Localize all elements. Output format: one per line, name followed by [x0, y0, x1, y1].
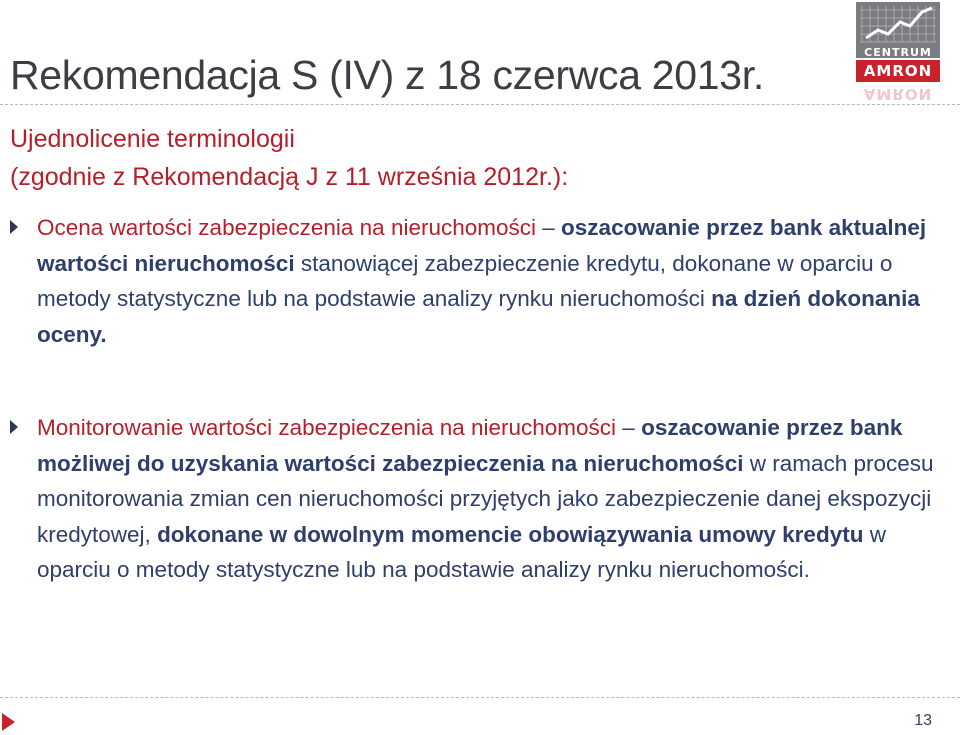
bullet-term: Ocena wartości zabezpieczenia na nieruchomości: [37, 215, 537, 240]
bullet-dash: –: [616, 415, 642, 440]
bullet-item: [10, 410, 955, 588]
bullet-text: [37, 210, 955, 352]
header-divider: [0, 104, 960, 105]
slide-title: Rekomendacja S (IV) z 18 czerwca 2013r.: [10, 52, 764, 98]
bullet-item: [10, 210, 955, 352]
logo-amron-text: AMRON: [856, 60, 940, 82]
bullet-normal-segment: stanowiącej zabezpieczenie kredytu, dokonane w oparciu o metody statystyczne lub na podstawie analizy rynku nieruchomości: [37, 250, 893, 311]
bullet-normal-segment: w oparciu o metody statystyczne lub na podstawie analizy rynku nieruchomości.: [37, 521, 886, 582]
bullet-bold-segment: dokonane w dowolnym momencie obowiązywania umowy kredytu: [157, 521, 864, 547]
footer-divider: [0, 697, 960, 698]
bullet-text: [37, 410, 955, 588]
subtitle-line-1: Ujednolicenie terminologii: [10, 125, 295, 153]
footer-arrow-icon: [2, 713, 15, 731]
bullet-arrow-icon: [10, 220, 18, 234]
logo-reflection: AMRON: [863, 85, 933, 103]
bullet-bold-segment: oszacowanie przez bank możliwej do uzyskania wartości zabezpieczenia na nieruchomości: [37, 415, 903, 476]
centrum-amron-logo: [856, 2, 940, 108]
bullet-arrow-icon: [10, 420, 18, 434]
slide-subtitle: [10, 120, 910, 196]
bullet-normal-segment: w ramach procesu monitorowania zmian cen nieruchomości przyjętych jako zabezpieczenie danej ekspozycji kredytowej,: [37, 450, 934, 547]
bullet-dash: –: [536, 215, 562, 240]
subtitle-line-2: (zgodnie z Rekomendacją J z 11 września 2012r.):: [10, 163, 569, 191]
page-number: 13: [914, 712, 932, 729]
bullet-bold-segment: na dzień dokonania oceny.: [37, 286, 920, 347]
logo-centrum-text: CENTRUM: [864, 46, 932, 59]
bullet-bold-segment: oszacowanie przez bank aktualnej wartości nieruchomości: [37, 215, 927, 276]
bullet-term: Monitorowanie wartości zabezpieczenia na nieruchomości: [37, 415, 617, 440]
